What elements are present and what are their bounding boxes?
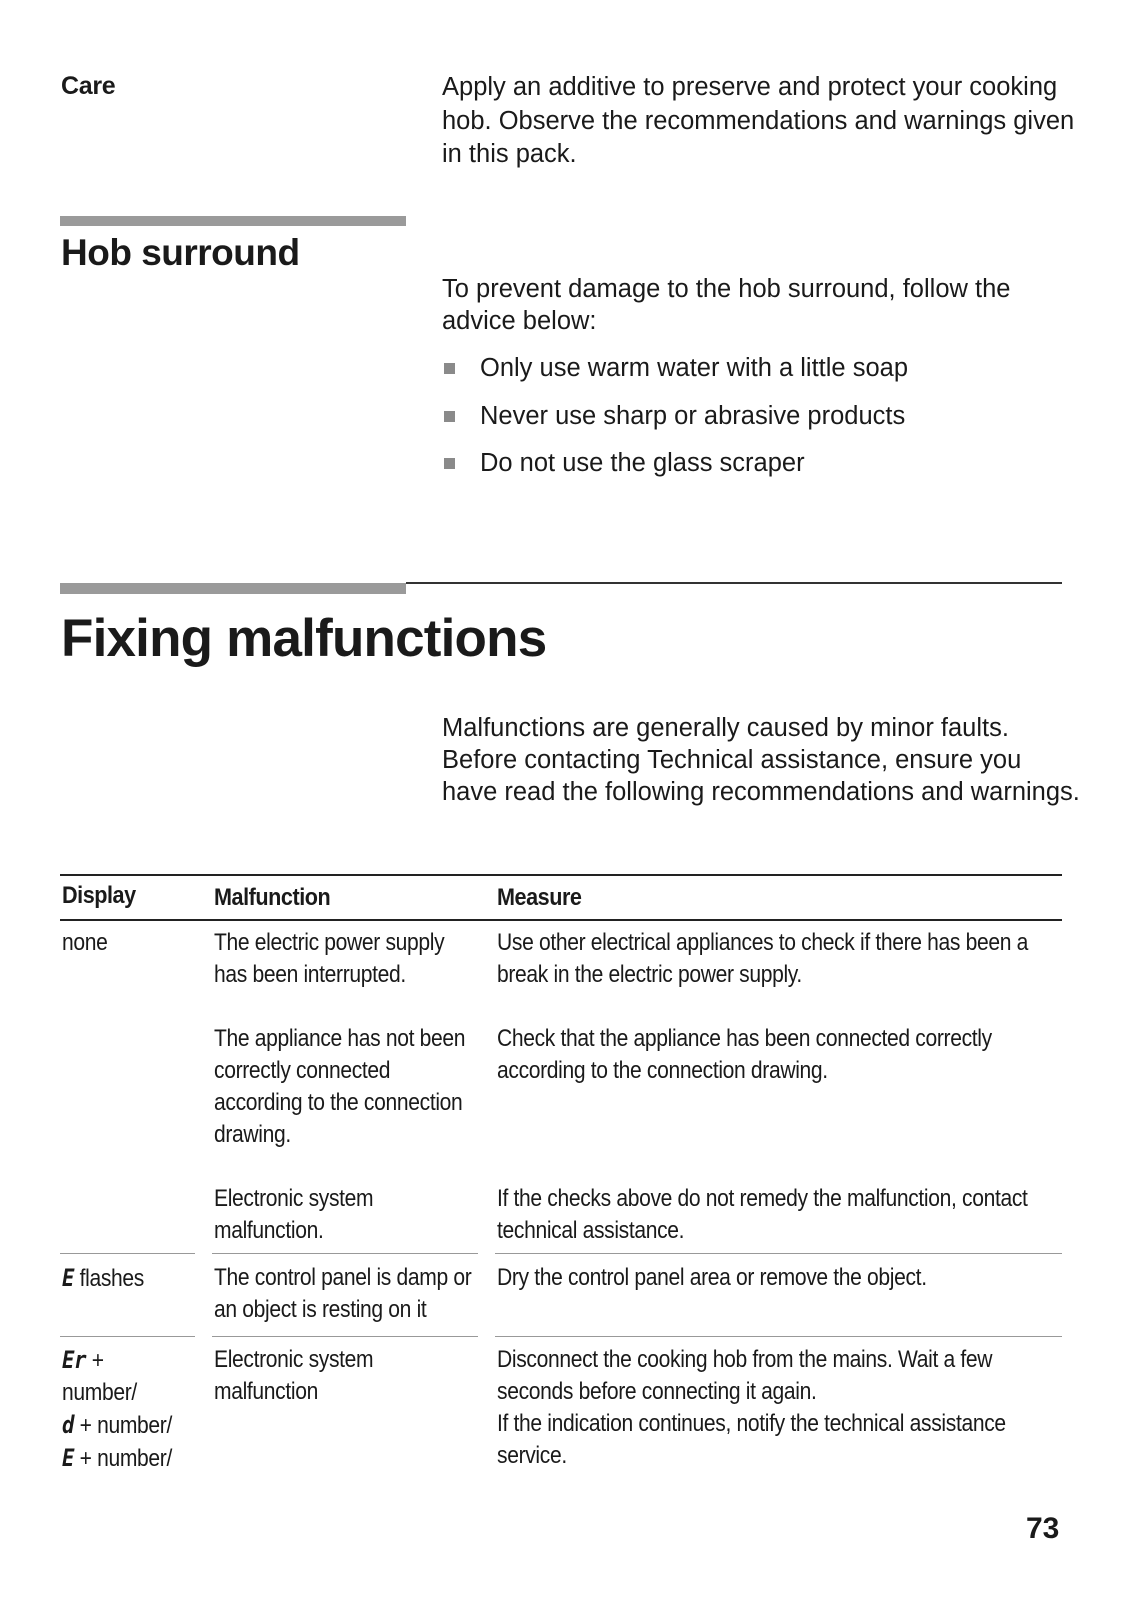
section-rule bbox=[406, 582, 1062, 584]
display-line: E + number/ bbox=[62, 1444, 172, 1472]
fixing-malfunctions-intro: Malfunctions are generally caused by minor faults. Before contacting Technical assistance, ensure you have read the following recommendations and warnings. bbox=[442, 714, 1080, 806]
row-divider bbox=[212, 1253, 478, 1254]
header-malfunction: Malfunction bbox=[214, 884, 331, 911]
display-line: d + number/ bbox=[62, 1411, 172, 1439]
table-cell-malfunction: The control panel is damp or an object is resting on it bbox=[214, 1264, 472, 1323]
hob-surround-intro: To prevent damage to the hob surround, follow the advice below: bbox=[442, 275, 1011, 335]
row-divider bbox=[495, 1253, 1062, 1254]
table-header-rule bbox=[60, 919, 1062, 921]
bullet-item: Only use warm water with a little soap bbox=[442, 353, 908, 401]
table-cell-measure: Disconnect the cooking hob from the mains. Wait a few seconds before connecting it again. If the indication continues, notify the technical assistance service. bbox=[497, 1346, 1006, 1469]
table-cell-malfunction: Electronic system malfunction bbox=[214, 1346, 374, 1405]
table-cell-measure: Check that the appliance has been connected correctly according to the connection drawing. bbox=[497, 1025, 992, 1084]
display-symbol: E bbox=[62, 1444, 75, 1472]
bullet-item: Never use sharp or abrasive products bbox=[442, 401, 908, 449]
bullet-item: Do not use the glass scraper bbox=[442, 448, 908, 496]
bullet-square-icon bbox=[444, 363, 455, 374]
page-number: 73 bbox=[1026, 1512, 1060, 1545]
hob-surround-bullets bbox=[442, 353, 908, 496]
table-cell-display bbox=[62, 1344, 208, 1475]
table-cell-malfunction: The appliance has not been correctly connected according to the connection drawing. bbox=[214, 1025, 466, 1148]
care-label: Care bbox=[61, 72, 116, 100]
row-divider bbox=[60, 1253, 195, 1254]
section-bar bbox=[60, 216, 406, 226]
display-symbol: Er bbox=[62, 1346, 87, 1374]
row-divider bbox=[212, 1336, 478, 1337]
bullet-square-icon bbox=[444, 411, 455, 422]
table-cell-display: none bbox=[62, 929, 108, 956]
table-cell-measure: If the checks above do not remedy the malfunction, contact technical assistance. bbox=[497, 1185, 1028, 1244]
fixing-malfunctions-heading: Fixing malfunctions bbox=[61, 609, 547, 668]
row-divider bbox=[60, 1336, 195, 1337]
display-line: Er + bbox=[62, 1346, 104, 1374]
care-text: Apply an additive to preserve and protect your cooking hob. Observe the recommendations and warnings given in this pack. bbox=[442, 73, 1075, 168]
display-text: flashes bbox=[79, 1265, 144, 1292]
display-symbol: d bbox=[62, 1411, 75, 1439]
header-display: Display bbox=[62, 882, 136, 909]
section-bar bbox=[60, 583, 406, 594]
display-symbol: E bbox=[62, 1264, 75, 1292]
bullet-square-icon bbox=[444, 458, 455, 469]
table-top-rule bbox=[60, 874, 1062, 876]
row-divider bbox=[495, 1336, 1062, 1337]
display-line: number/ bbox=[62, 1379, 137, 1406]
table-cell-malfunction: Electronic system malfunction. bbox=[214, 1185, 374, 1244]
table-cell-display bbox=[62, 1262, 200, 1295]
table-cell-malfunction: The electric power supply has been interrupted. bbox=[214, 929, 445, 988]
header-measure: Measure bbox=[497, 884, 582, 911]
table-cell-measure: Dry the control panel area or remove the object. bbox=[497, 1264, 927, 1291]
table-cell-measure: Use other electrical appliances to check if there has been a break in the electric power supply. bbox=[497, 929, 1029, 988]
hob-surround-heading: Hob surround bbox=[61, 232, 300, 273]
